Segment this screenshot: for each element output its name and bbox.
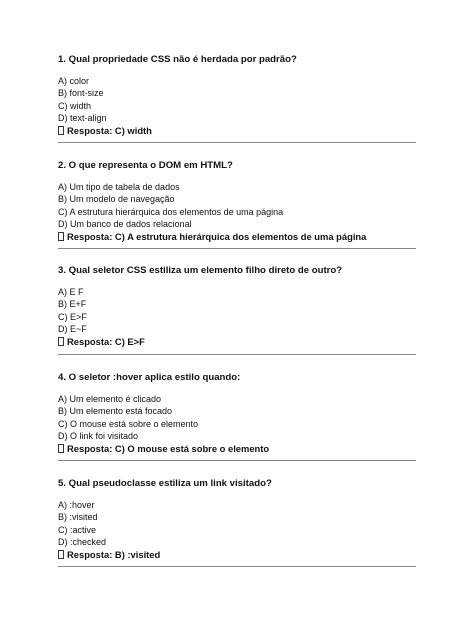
- question-4: [58, 372, 416, 456]
- option-a: A) color: [58, 76, 90, 86]
- question-title: 3. Qual seletor CSS estiliza um elemento filho direto de outro?: [58, 265, 343, 276]
- option-c: C) A estrutura hierárquica dos elementos de uma página: [58, 206, 284, 217]
- question-5: [58, 478, 416, 562]
- divider: [58, 460, 416, 461]
- question-title: 4. O seletor :hover aplica estilo quando:: [58, 372, 241, 383]
- option-c: C) O mouse está sobre o elemento: [58, 418, 199, 429]
- placeholder-glyph-icon: [58, 232, 64, 241]
- answer-line: [58, 443, 416, 455]
- question-3: [58, 265, 416, 349]
- question-title: 5. Qual pseudoclasse estiliza um link visitado?: [58, 478, 272, 489]
- option-c: C) E>F: [58, 311, 87, 322]
- option-d: D) text-align: [58, 113, 107, 124]
- placeholder-glyph-icon: [58, 337, 64, 346]
- option-c: C) width: [58, 100, 92, 111]
- option-a: A) E F: [58, 287, 84, 297]
- divider: [58, 566, 416, 567]
- option-d: D) E~F: [58, 324, 87, 335]
- divider: [58, 248, 416, 249]
- answer-text: Resposta: C) E>F: [67, 336, 145, 348]
- option-b: B) Um modelo de navegação: [58, 194, 175, 205]
- answer-line: [58, 549, 416, 561]
- placeholder-glyph-icon: [58, 444, 64, 453]
- question-title: 1. Qual propriedade CSS não é herdada por padrão?: [58, 54, 297, 65]
- question-2: [58, 160, 416, 244]
- answer-text: Resposta: C) O mouse está sobre o elemento: [67, 443, 270, 455]
- option-b: B) E+F: [58, 299, 87, 310]
- option-b: B) font-size: [58, 88, 104, 99]
- option-a: A) :hover: [58, 500, 95, 510]
- divider: [58, 354, 416, 355]
- answer-line: [58, 231, 416, 243]
- divider: [58, 142, 416, 143]
- answer-text: Resposta: B) :visited: [67, 549, 161, 561]
- option-b: B) Um elemento está focado: [58, 406, 173, 417]
- option-a: A) Um elemento é clicado: [58, 394, 162, 404]
- placeholder-glyph-icon: [58, 550, 64, 559]
- option-b: B) :visited: [58, 512, 98, 523]
- placeholder-glyph-icon: [58, 126, 64, 135]
- answer-line: [58, 125, 416, 137]
- option-d: D) :checked: [58, 537, 107, 548]
- option-d: D) O link foi visitado: [58, 431, 139, 442]
- question-title: 2. O que representa o DOM em HTML?: [58, 160, 233, 171]
- option-a: A) Um tipo de tabela de dados: [58, 182, 180, 192]
- answer-text: Resposta: C) width: [67, 125, 152, 137]
- answer-line: [58, 336, 416, 348]
- option-c: C) :active: [58, 524, 97, 535]
- question-1: [58, 54, 416, 138]
- option-d: D) Um banco de dados relacional: [58, 219, 192, 230]
- answer-text: Resposta: C) A estrutura hierárquica dos elementos de uma página: [67, 231, 367, 243]
